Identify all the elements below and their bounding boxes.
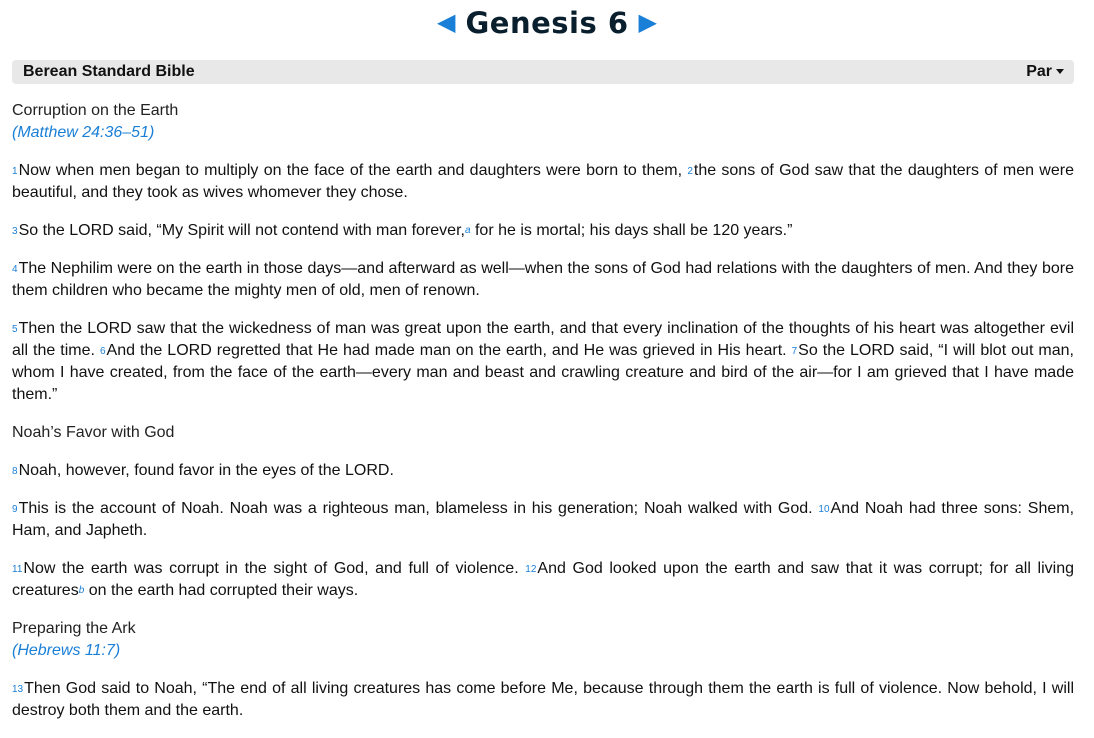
prev-chapter-arrow-icon[interactable]: ◀ [437, 9, 456, 36]
section-heading-block [12, 422, 1074, 444]
verse-paragraph [12, 318, 1074, 406]
verse-text: This is the account of Noah. Noah was a righteous man, blameless in his generation; Noah walked with God. [18, 500, 819, 517]
verse-number[interactable]: 2 [687, 166, 693, 177]
footnote-marker[interactable]: b [78, 585, 85, 596]
verse-text: So the LORD said, “My Spirit will not contend with man forever, [18, 222, 465, 239]
verse-text: Then the LORD saw that the wickedness of man was great upon the earth, and that every inclination of the thoughts of his heart was altogether evil all the time. [12, 320, 1074, 359]
verse-number[interactable]: 4 [12, 264, 18, 275]
verse-text: the sons of God saw that the daughters of men were beautiful, and they took as wives whomever they chose. [12, 162, 1074, 201]
verse-text: Now the earth was corrupt in the sight of God, and full of violence. [23, 560, 526, 577]
verse-number[interactable]: 10 [818, 504, 830, 515]
verse-number[interactable]: 1 [12, 166, 18, 177]
version-bar [12, 60, 1074, 84]
verse-number[interactable]: 3 [12, 226, 18, 237]
verse-text: And the LORD regretted that He had made man on the earth, and He was grieved in His heart. [106, 342, 792, 359]
verse-number[interactable]: 8 [12, 466, 18, 477]
section-crossref-link[interactable]: (Matthew 24:36–51) [12, 124, 155, 141]
next-chapter-arrow-icon[interactable]: ▶ [638, 9, 657, 36]
verse-paragraph [12, 460, 1074, 482]
version-name[interactable]: Berean Standard Bible [23, 63, 195, 80]
chapter-content [12, 100, 1074, 738]
verse-text: Then God said to Noah, “The end of all living creatures has come before Me, because through them the earth is full of violence. Now behold, I will destroy both them and the earth. [12, 680, 1074, 719]
verse-text: So the LORD said, “I will blot out man, whom I have created, from the face of the earth—every man and beast and crawling creature and bird of the air—for I am grieved that I have made them.” [12, 342, 1074, 403]
verse-text: Noah, however, found favor in the eyes of the LORD. [18, 462, 394, 479]
section-heading-block [12, 100, 1074, 144]
verse-paragraph [12, 258, 1074, 302]
section-heading-block [12, 618, 1074, 662]
verse-number[interactable]: 12 [525, 564, 537, 575]
verse-number[interactable]: 9 [12, 504, 18, 515]
verse-text: And God looked upon the earth and saw that it was corrupt; for all living creatures [12, 560, 1074, 599]
verse-text: for he is mortal; his days shall be 120 years.” [470, 222, 793, 239]
verse-paragraph [12, 220, 1074, 242]
verse-paragraph [12, 558, 1074, 602]
chapter-nav [437, 6, 657, 40]
parallel-dropdown[interactable] [1026, 63, 1064, 81]
verse-number[interactable]: 6 [99, 346, 106, 357]
verse-paragraph [12, 498, 1074, 542]
section-heading: Preparing the Ark [12, 620, 136, 637]
verse-text: on the earth had corrupted their ways. [84, 582, 359, 599]
chapter-header [0, 0, 1094, 50]
section-heading: Corruption on the Earth [12, 102, 179, 119]
verse-number[interactable]: 7 [791, 346, 798, 357]
verse-number[interactable]: 13 [12, 684, 24, 695]
verse-paragraph [12, 678, 1074, 722]
verse-number[interactable]: 11 [12, 564, 23, 575]
chapter-title: Genesis 6 [465, 6, 629, 40]
verse-paragraph [12, 160, 1074, 204]
verse-text: Now when men began to multiply on the face of the earth and daughters were born to them, [18, 162, 688, 179]
footnote-marker[interactable]: a [464, 225, 471, 236]
section-crossref-link[interactable]: (Hebrews 11:7) [12, 642, 121, 659]
verse-number[interactable]: 5 [12, 324, 18, 335]
caret-down-icon [1056, 69, 1064, 74]
verse-text: And Noah had three sons: Shem, Ham, and Japheth. [12, 500, 1075, 539]
verse-text: The Nephilim were on the earth in those days—and afterward as well—when the sons of God had relations with the daughters of men. And they bore them children who became the mighty men of old, men of renown. [12, 260, 1074, 299]
section-heading: Noah’s Favor with God [12, 424, 175, 441]
parallel-label: Par [1026, 63, 1052, 80]
